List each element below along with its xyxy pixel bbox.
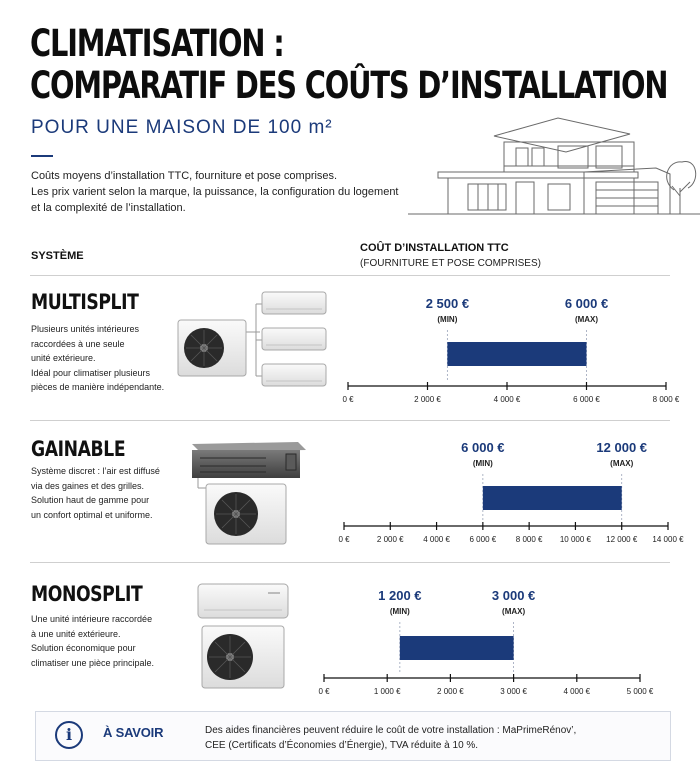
- x-tick-label: 5 000 €: [626, 687, 654, 696]
- multisplit-illustration: [176, 290, 332, 390]
- x-tick-label: 4 000 €: [563, 687, 591, 696]
- accent-rule: [31, 155, 53, 157]
- x-tick-label: 10 000 €: [559, 535, 591, 544]
- x-tick-label: 0 €: [342, 395, 354, 404]
- monosplit-illustration: [194, 582, 294, 692]
- x-tick-label: 6 000 €: [469, 535, 497, 544]
- divider: [30, 562, 670, 563]
- page-title-line2: COMPARATIF DES COÛTS D’INSTALLATION: [30, 64, 668, 107]
- system-description-monosplit: [31, 612, 191, 670]
- max-tag: (MAX): [610, 459, 634, 468]
- house-illustration: [408, 110, 700, 220]
- desc-line: à une unité extérieure.: [31, 628, 121, 639]
- desc-line: Idéal pour climatiser plusieurs: [31, 367, 151, 378]
- desc-line: Solution haut de gamme pour: [31, 495, 150, 505]
- chart-gainable: [330, 432, 700, 552]
- min-value-label: 1 200 €: [378, 588, 422, 603]
- page-subtitle: POUR UNE MAISON DE 100 m²: [31, 117, 333, 138]
- desc-line: un confort optimal et uniforme.: [31, 509, 153, 520]
- desc-line: Solution économique pour: [31, 643, 136, 653]
- divider: [30, 275, 670, 276]
- cost-range-bar: [447, 342, 586, 366]
- info-label: À SAVOIR: [103, 725, 164, 740]
- x-tick-label: 2 000 €: [437, 687, 464, 696]
- min-tag: (MIN): [472, 459, 493, 468]
- desc-line: raccordées à une seule: [31, 338, 125, 349]
- cost-range-bar: [400, 636, 514, 660]
- x-tick-label: 8 000 €: [515, 535, 543, 544]
- column-header-system: SYSTÈME: [31, 250, 84, 262]
- chart-monosplit: [310, 582, 700, 702]
- intro-line: et la complexité de l’installation.: [31, 202, 186, 214]
- divider: [30, 420, 670, 421]
- max-value-label: 6 000 €: [564, 296, 609, 311]
- desc-line: Une unité intérieure raccordée: [31, 614, 153, 624]
- system-name-gainable: GAINABLE: [31, 437, 126, 461]
- system-name-multisplit: MULTISPLIT: [31, 290, 139, 314]
- intro-text: [31, 168, 411, 216]
- desc-line: climatiser une pièce principale.: [31, 657, 155, 668]
- x-tick-label: 14 000 €: [652, 535, 684, 544]
- info-line: CEE (Certificats d’Économies d’Énergie), TVA réduite à 10 %.: [205, 740, 479, 751]
- intro-line: Les prix varient selon la marque, la puissance, la configuration du logement: [31, 186, 399, 198]
- x-tick-label: 0 €: [318, 687, 330, 696]
- max-tag: (MAX): [574, 315, 599, 324]
- system-name-monosplit: MONOSPLIT: [31, 582, 143, 606]
- chart-multisplit: [330, 290, 700, 410]
- intro-line: Coûts moyens d’installation TTC, fourniture et pose comprises.: [31, 170, 338, 182]
- gainable-illustration: [186, 436, 316, 548]
- desc-line: pièces de manière indépendante.: [31, 382, 165, 392]
- max-value-label: 12 000 €: [596, 440, 648, 455]
- x-tick-label: 6 000 €: [573, 395, 600, 404]
- x-tick-label: 4 000 €: [493, 395, 521, 404]
- desc-line: Plusieurs unités intérieures: [31, 324, 140, 334]
- info-text: [205, 723, 576, 753]
- x-tick-label: 1 000 €: [373, 687, 401, 696]
- x-tick-label: 8 000 €: [652, 395, 680, 404]
- x-tick-label: 12 000 €: [606, 535, 638, 544]
- min-tag: (MIN): [389, 607, 410, 616]
- x-tick-label: 3 000 €: [500, 687, 527, 696]
- x-tick-label: 2 000 €: [414, 395, 441, 404]
- info-icon: i: [55, 721, 83, 749]
- x-tick-label: 4 000 €: [423, 535, 450, 544]
- max-value-label: 3 000 €: [491, 588, 536, 603]
- x-tick-label: 2 000 €: [376, 535, 404, 544]
- max-tag: (MAX): [502, 607, 526, 616]
- column-header-cost: COÛT D’INSTALLATION TTC: [360, 242, 509, 254]
- info-line: Des aides financières peuvent réduire le coût de votre installation : MaPrimeRénov’,: [205, 725, 577, 736]
- min-value-label: 6 000 €: [461, 440, 505, 455]
- system-description-multisplit: [31, 322, 191, 395]
- min-tag: (MIN): [437, 315, 458, 324]
- page-title-line1: CLIMATISATION :: [30, 22, 284, 65]
- desc-line: Système discret : l’air est diffusé: [31, 466, 160, 476]
- desc-line: unité extérieure.: [31, 353, 96, 363]
- x-tick-label: 0 €: [338, 535, 350, 544]
- desc-line: via des gaines et des grilles.: [31, 480, 145, 491]
- system-description-gainable: [31, 464, 191, 522]
- column-header-cost-sub: (FOURNITURE ET POSE COMPRISES): [360, 258, 541, 269]
- cost-range-bar: [483, 486, 622, 510]
- min-value-label: 2 500 €: [425, 296, 470, 311]
